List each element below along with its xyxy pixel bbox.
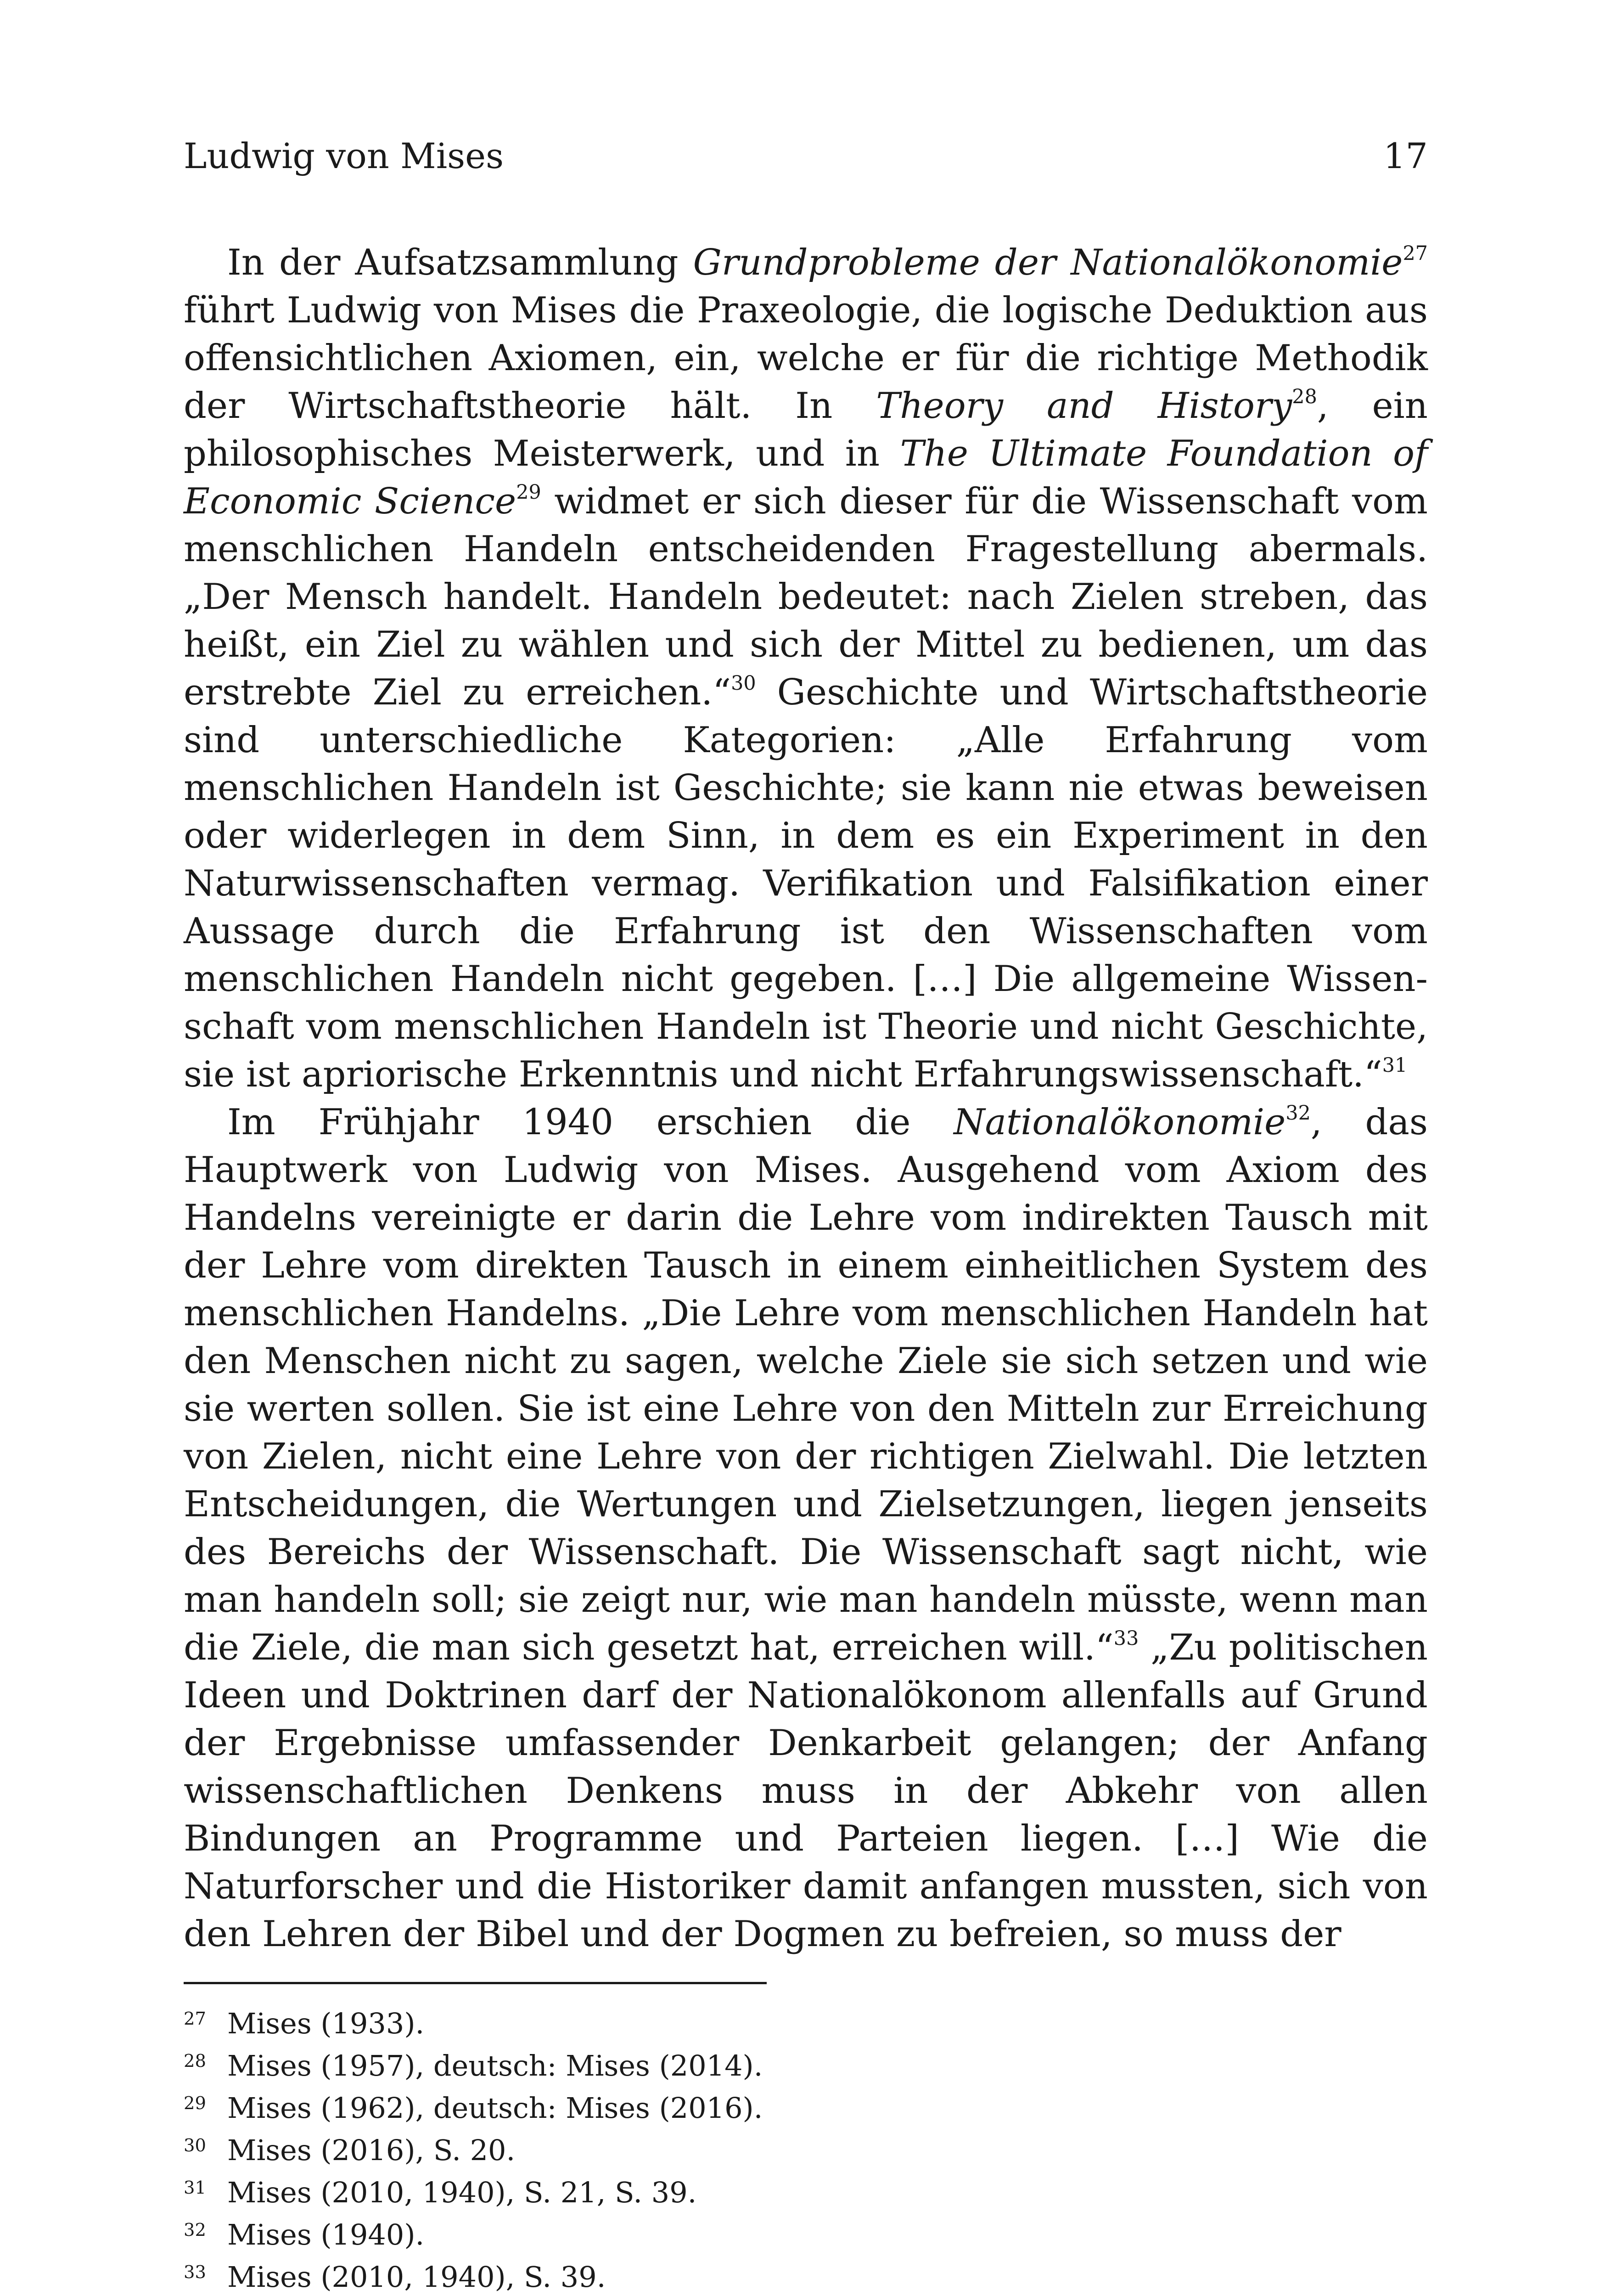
footnote-ref-33[interactable]: 33 <box>1113 1626 1139 1650</box>
footnote-ref-31[interactable]: 31 <box>1382 1053 1408 1077</box>
footnote: 30 Mises (2016), S. 20. <box>184 2133 516 2167</box>
text-run: In der Aufsatzsammlung <box>227 242 693 283</box>
text-run: führt Ludwig von Mises die Praxeologie, die logische Deduktion aus offensichtlichen Axiomen, ein, welche er für die richtige Methodik der Wirtschaftstheorie hält. In <box>184 290 1428 427</box>
page-number: 17 <box>1383 135 1428 176</box>
text-run: , das Hauptwerk von Ludwig von Mises. Ausgehend vom Axiom des Handelns vereinigte er darin die Lehre vom indirekten Tausch mit der Lehre vom direkten Tausch in einem einheitlichen System des menschlichen Handelns. „Die Lehre vom menschlichen Handeln hat den Menschen nicht zu sagen, welche Ziele sie sich setzen und wie sie werten sollen. Sie ist eine Lehre von den Mitteln zur Erreichung von Zielen, nicht eine Lehre von der richtigen Zielwahl. Die letzten Entscheidungen, die Wertungen und Zielsetzungen, liegen jenseits des Bereichs der Wissenschaft. Die Wissenschaft sagt nicht, wie man handeln soll; sie zeigt nur, wie man handeln müsste, wenn man die Ziele, die man sich gesetzt hat, erreichen will.“ <box>184 1102 1428 1668</box>
footnotes-list <box>184 2003 1428 2296</box>
book-page <box>184 133 1428 2294</box>
footnote-text: Mises (1940). <box>227 2218 425 2251</box>
footnote: 32 Mises (1940). <box>184 2218 425 2251</box>
text-run: Geschichte und Wirtschaftstheorie sind unterschiedliche Kategorien: „Alle Erfahrung vom menschlichen Handeln ist Geschichte; sie kann nie etwas beweisen oder widerlegen in dem Sinn, in dem es ein Experiment in den Naturwissenschaften vermag. Verifikation und Falsifikation einer Aussage durch die Erfahrung ist den Wissenschaften vom menschlichen Handeln nicht gegeben. […] Die allgemeine Wissenschaft vom menschlichen Handeln ist Theorie und nicht Geschichte, sie ist apriorische Erkenntnis und nicht Erfahrungswissenschaft.“ <box>184 672 1428 1095</box>
footnote: 28 Mises (1957), deutsch: Mises (2014). <box>184 2049 763 2082</box>
text-run: „Zu politischen Ideen und Doktrinen darf der Nationalökonom allenfalls auf Grund der Ergebnisse umfassender Denkarbeit gelangen; der Anfang wissenschaftlichen Denkens muss in der Abkehr von allen Bindungen an Programme und Parteien liegen. […] Wie die Naturforscher und die Historiker damit anfangen mussten, sich von den Lehren der Bibel und der Dogmen zu befreien, so muss der <box>184 1627 1428 1955</box>
footnote-ref-29[interactable]: 29 <box>516 480 541 504</box>
footnote: 29 Mises (1962), deutsch: Mises (2016). <box>184 2091 763 2125</box>
footnote-text: Mises (1933). <box>227 2007 425 2040</box>
footnote-separator <box>184 1982 767 1984</box>
footnote-text: Mises (2016), S. 20. <box>227 2133 516 2167</box>
footnote: 27 Mises (1933). <box>184 2007 425 2040</box>
book-title: Theory and History <box>876 385 1292 427</box>
book-title: Grundprobleme der Nationalökonomie <box>693 242 1403 283</box>
body-text <box>184 239 1428 1958</box>
footnote-text: Mises (2010, 1940), S. 21, S. 39. <box>227 2176 697 2209</box>
book-title: Nationalökonomie <box>954 1102 1286 1143</box>
running-head-author: Ludwig von Mises <box>184 135 504 176</box>
footnote-text: Mises (1962), deutsch: Mises (2016). <box>227 2091 763 2125</box>
paragraph-1 <box>184 239 1428 1098</box>
text-run: , ein philosophisches Meisterwerk, und in <box>184 385 1428 474</box>
footnote: 33 Mises (2010, 1940), S. 39. <box>184 2260 606 2294</box>
footnote-ref-27[interactable]: 27 <box>1403 242 1428 265</box>
footnote-ref-32[interactable]: 32 <box>1285 1101 1311 1125</box>
paragraph-2 <box>184 1098 1428 1958</box>
footnote-ref-30[interactable]: 30 <box>731 671 756 695</box>
footnote-ref-28[interactable]: 28 <box>1292 385 1317 408</box>
text-run: widmet er sich dieser für die Wissenschaft vom menschlichen Handeln entscheidenden Fragestellung abermals. „Der Mensch handelt. Handeln bedeutet: nach Zielen streben, das heißt, ein Ziel zu wählen und sich der Mittel zu bedienen, um das erstrebte Ziel zu erreichen.“ <box>184 481 1428 713</box>
footnote: 31 Mises (2010, 1940), S. 21, S. 39. <box>184 2176 697 2209</box>
book-title: The Ultimate Foundation of Economic Science <box>184 433 1428 522</box>
footnote-text: Mises (1957), deutsch: Mises (2014). <box>227 2049 763 2082</box>
footnote-text: Mises (2010, 1940), S. 39. <box>227 2260 606 2294</box>
text-run: Im Frühjahr 1940 erschien die <box>227 1102 954 1143</box>
running-head <box>184 133 1428 188</box>
